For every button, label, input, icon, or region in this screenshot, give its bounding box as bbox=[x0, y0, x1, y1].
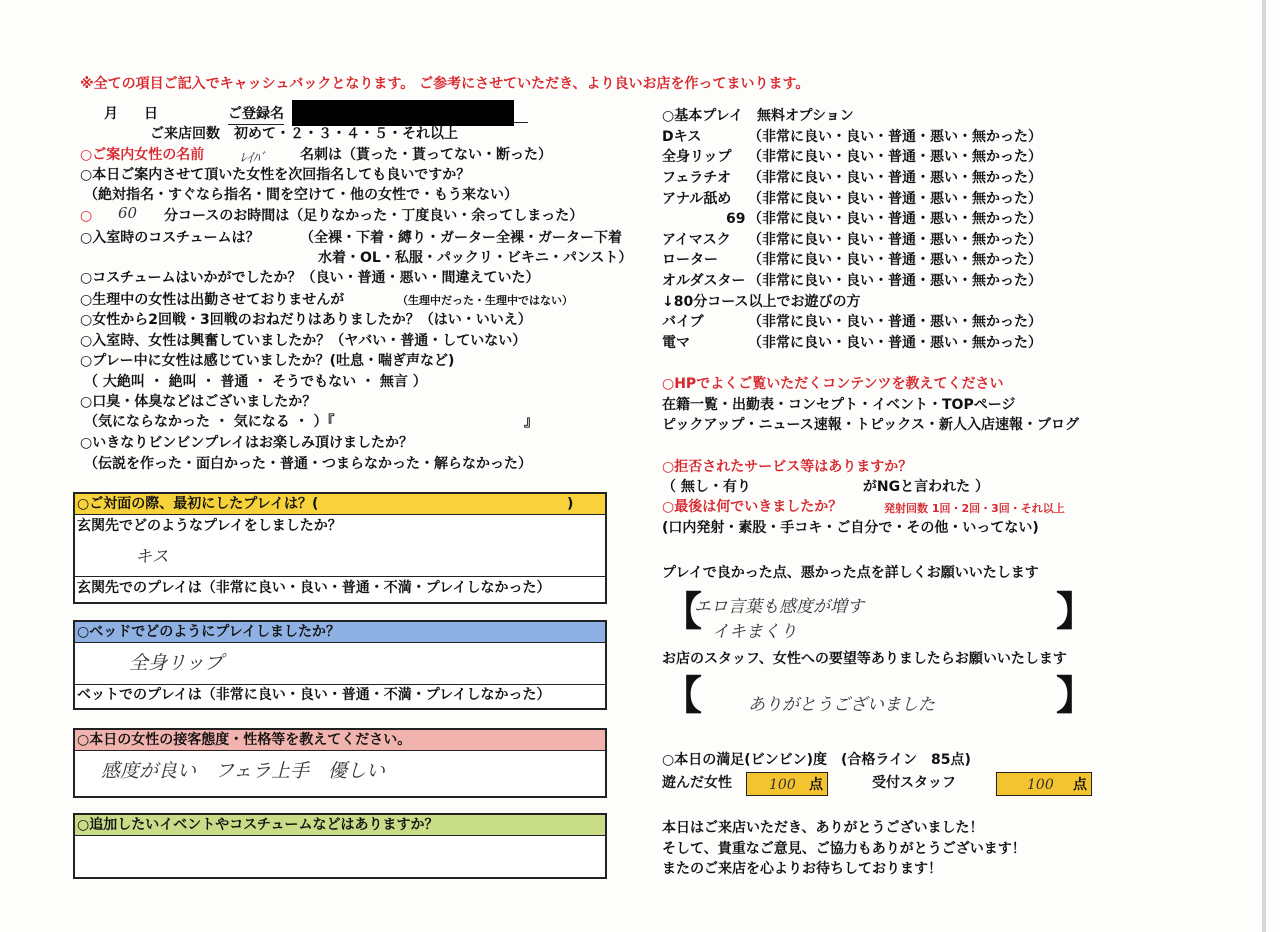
feel-options: （ 大絶叫 ・ 絶叫 ・ 普通 ・ そうでもない ・ 無言 ） bbox=[84, 374, 427, 390]
hand-good-bad-1: エロ言葉も感度が増す bbox=[694, 597, 864, 617]
bed-play-title: ○ベッドでどのようにプレイしましたか？ bbox=[75, 622, 605, 643]
bed-play-box bbox=[73, 620, 607, 710]
finish-count: 発射回数 1回・2回・3回・それ以上 bbox=[884, 502, 1065, 515]
first-play-title: ○ご対面の際、最初にしたプレイは？( ) bbox=[75, 494, 605, 515]
hand-staff-score: 100 bbox=[1027, 777, 1054, 793]
thanks-line-1: 本日はご来店いただき、ありがとうございました！ bbox=[662, 820, 984, 836]
pt-label: 点 bbox=[809, 777, 823, 793]
q-course-time: 分コースのお時間は（足りなかった・丁度良い・余ってしまった） bbox=[164, 208, 584, 224]
bracket-right: 】 bbox=[1056, 589, 1096, 635]
notice: ※全ての項目ご記入でキャッシュバックとなります。 ご参考にさせていただき、より良いお店を作ってまいります。 bbox=[80, 76, 810, 92]
q-costume-eval: ○コスチュームはいかがでしたか？（良い・普通・悪い・間違えていた） bbox=[80, 270, 540, 286]
option-rating: （非常に良い・良い・普通・悪い・無かった） bbox=[748, 273, 1042, 289]
option-rating: （非常に良い・良い・普通・悪い・無かった） bbox=[748, 252, 1042, 268]
option-rating: （非常に良い・良い・普通・悪い・無かった） bbox=[748, 191, 1042, 207]
q-rounds: ○女性から2回戦・3回戦のおねだりはありましたか？（はい・いいえ） bbox=[80, 312, 532, 328]
day-label: 日 bbox=[144, 106, 158, 122]
q-feel: ○プレー中に女性は感じていましたか？(吐息・喘ぎ声など) bbox=[80, 353, 455, 369]
q-girl-name: ○ご案内女性の名前 bbox=[80, 147, 205, 163]
odor-close: 』 bbox=[524, 414, 538, 430]
staff-score-label: 受付スタッフ bbox=[872, 775, 956, 791]
costume-options-1: （全裸・下着・縛り・ガーター全裸・ガーター下着 bbox=[300, 230, 622, 246]
option-name: アイマスク bbox=[662, 232, 731, 248]
event-box bbox=[73, 813, 607, 879]
hand-attitude: 感度が良い フェラ上手 優しい bbox=[101, 760, 386, 782]
option-rating: （非常に良い・良い・普通・悪い・無かった） bbox=[748, 149, 1042, 165]
binbin-options: （伝説を作った・面白かった・普通・つまらなかった・解らなかった） bbox=[84, 456, 532, 472]
q-business-card: 名刺は（貰った・貰ってない・断った） bbox=[300, 147, 552, 163]
q-costume: ○入室時のコスチュームは？ bbox=[80, 230, 260, 246]
hand-girl-score: 100 bbox=[769, 777, 796, 793]
course-80-note: ↓80分コース以上でお遊びの方 bbox=[662, 294, 861, 310]
girl-score-box bbox=[746, 772, 828, 796]
option-name: フェラチオ bbox=[662, 170, 732, 186]
q-binbin: ○いきなりビンビンプレイはお楽しみ頂けましたか？ bbox=[80, 435, 413, 451]
request-question: お店のスタッフ、女性への要望等ありましたらお願いいたします bbox=[662, 651, 1067, 667]
month-label: 月 bbox=[104, 106, 118, 122]
bracket-right: 】 bbox=[1056, 673, 1096, 719]
bracket-left: 【 bbox=[662, 673, 702, 719]
visits-line: ご来店回数 初めて・２・３・４・５・それ以上 bbox=[150, 126, 458, 142]
pt-label: 点 bbox=[1073, 777, 1087, 793]
redacted-name bbox=[292, 100, 514, 126]
finish-question: ○最後は何でいきましたか？ bbox=[662, 499, 843, 515]
entrance-eval: 玄関先でのプレイは（非常に良い・良い・普通・不満・プレイしなかった） bbox=[77, 580, 551, 596]
option-name: 69 bbox=[726, 211, 746, 227]
hand-girl-name: ﾚｲﾊﾞ bbox=[240, 151, 266, 166]
course-prefix: ○ bbox=[80, 208, 93, 224]
q-excited: ○入室時、女性は興奮していましたか？（ヤバい・普通・していない） bbox=[80, 333, 527, 349]
costume-options-2: 水着・OL・私服・パックリ・ビキニ・パンスト） bbox=[318, 250, 633, 266]
hand-course-minutes: 60 bbox=[118, 204, 138, 222]
option-name: アナル舐め bbox=[662, 191, 732, 207]
option-name: ローター bbox=[662, 252, 718, 268]
hand-good-bad-2: イキまくり bbox=[712, 622, 797, 642]
renominate-options: （絶対指名・すぐなら指名・間を空けて・他の女性で・もう来ない） bbox=[84, 187, 518, 203]
attitude-title: ○本日の女性の接客態度・性格等を教えてください。 bbox=[75, 730, 605, 751]
q-period: ○生理中の女性は出勤させておりませんが bbox=[80, 292, 345, 308]
thanks-line-2: そして、貴重なご意見、ご協力もありがとうございます！ bbox=[662, 841, 1026, 857]
satisfaction-question: ○本日の満足(ビンビン)度 (合格ライン 85点) bbox=[662, 752, 971, 768]
staff-score-box bbox=[996, 772, 1092, 796]
first-play-box bbox=[73, 492, 607, 604]
hp-question: ○HPでよくご覧いただくコンテンツを教えてください bbox=[662, 376, 1004, 392]
option-name: Dキス bbox=[662, 129, 702, 145]
paper-edge bbox=[1262, 0, 1266, 932]
option-rating: （非常に良い・良い・普通・悪い・無かった） bbox=[748, 314, 1042, 330]
divider bbox=[75, 576, 605, 577]
option-rating: （非常に良い・良い・普通・悪い・無かった） bbox=[748, 232, 1042, 248]
option-rating: （非常に良い・良い・普通・悪い・無かった） bbox=[748, 129, 1042, 145]
hand-entrance-play: キス bbox=[135, 547, 169, 567]
q-entrance-play: 玄関先でどのようなプレイをしましたか？ bbox=[77, 518, 342, 534]
hand-request: ありがとうございました bbox=[748, 695, 935, 715]
option-name: バイブ bbox=[662, 314, 704, 330]
girl-score-label: 遊んだ女性 bbox=[662, 775, 732, 791]
attitude-box bbox=[73, 728, 607, 798]
option-name: オルダスター bbox=[662, 273, 746, 289]
bracket-left: 【 bbox=[662, 589, 702, 635]
hp-contents-2: ピックアップ・ニュース速報・トピックス・新人入店速報・ブログ bbox=[662, 417, 1080, 433]
name-underline bbox=[514, 122, 528, 123]
bed-eval: ベットでのプレイは（非常に良い・良い・普通・不満・プレイしなかった） bbox=[77, 687, 551, 703]
option-rating: （非常に良い・良い・普通・悪い・無かった） bbox=[748, 335, 1042, 351]
reg-name-label: ご登録名 bbox=[228, 104, 284, 125]
option-rating: （非常に良い・良い・普通・悪い・無かった） bbox=[748, 170, 1042, 186]
option-name: 電マ bbox=[662, 335, 690, 351]
refused-question: ○拒否されたサービス等はありますか？ bbox=[662, 459, 913, 475]
hp-contents-1: 在籍一覧・出勤表・コンセプト・イベント・TOPページ bbox=[662, 397, 1016, 413]
q-renominate: ○本日ご案内させて頂いた女性を次回指名しても良いですか？ bbox=[80, 167, 471, 183]
finish-options: (口内発射・素股・手コキ・ご自分で・その他・いってない) bbox=[662, 520, 1039, 536]
thanks-line-3: またのご来店を心よりお待ちしております！ bbox=[662, 861, 942, 877]
period-options: （生理中だった・生理中ではない） bbox=[397, 294, 573, 307]
odor-options: （気にならなかった ・ 気になる ・ ）『 bbox=[84, 414, 335, 430]
event-title: ○追加したいイベントやコスチュームなどはありますか？ bbox=[75, 815, 605, 836]
hand-bed-play: 全身リップ bbox=[129, 652, 224, 674]
q-odor: ○口臭・体臭などはございましたか？ bbox=[80, 394, 317, 410]
options-title: ○基本プレイ 無料オプション bbox=[662, 108, 854, 124]
good-bad-question: プレイで良かった点、悪かった点を詳しくお願いいたします bbox=[662, 565, 1039, 581]
refused-options: （ 無し・有り がNGと言われた ） bbox=[662, 479, 989, 495]
option-rating: （非常に良い・良い・普通・悪い・無かった） bbox=[748, 211, 1042, 227]
option-name: 全身リップ bbox=[662, 149, 732, 165]
